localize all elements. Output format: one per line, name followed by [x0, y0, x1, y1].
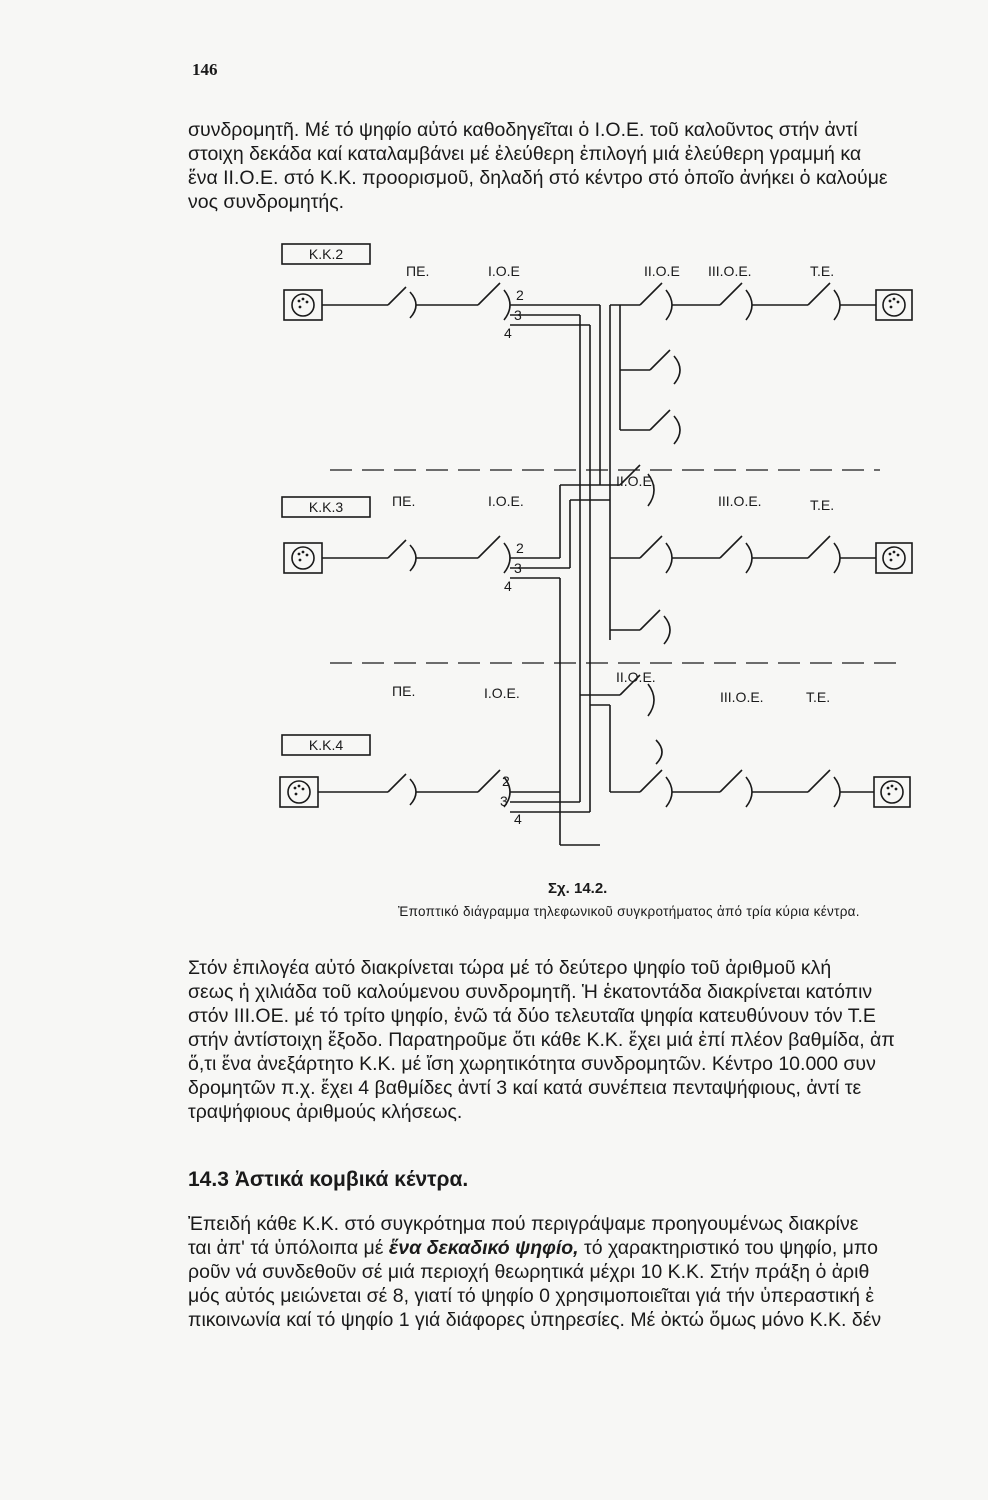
stage-label-iiioe: ΙΙΙ.Ο.Ε. — [708, 263, 752, 279]
digit-label: 4 — [504, 578, 512, 594]
exchange-label: Κ.Κ.3 — [308, 499, 344, 515]
stage-label-iioe: ΙΙ.Ο.Ε — [644, 263, 680, 279]
stage-label-te: Τ.Ε. — [810, 497, 835, 513]
emphasis-text: ἕνα δεκαδικό ψηφίο, — [388, 1237, 579, 1259]
exchange-label: Κ.Κ.4 — [308, 737, 344, 753]
text-line: νος συνδρομητής. — [188, 191, 345, 213]
digit-label: 2 — [516, 540, 524, 556]
text-line: συνδρομητῆ. Μέ τό ψηφίο αὐτό καθοδηγεῖται ὁ Ι.Ο.Ε. τοῦ καλοῦντος στήν ἀντί — [188, 119, 858, 141]
digit-label: 4 — [504, 325, 512, 341]
stage-label-iioe: ΙΙ.Ο.Ε. — [616, 669, 656, 685]
text-fragment: τό χαρακτηριστικό του ψηφίο, μπο — [578, 1237, 878, 1259]
text-line: στήν ἀντίστοιχη ἔξοδο. Παρατηροῦμε ὅτι κάθε Κ.Κ. ἔχει μιά ἐπί πλέον βαθμίδα, ἀπ — [188, 1029, 895, 1051]
stage-label-pe: ΠΕ. — [406, 263, 430, 279]
digit-label: 3 — [500, 793, 508, 809]
digit-label: 3 — [514, 560, 522, 576]
text-line: τραψήφιους ἀριθμούς κλήσεως. — [188, 1101, 463, 1123]
section-heading: 14.3 Ἀστικά κομβικά κέντρα. — [188, 1168, 469, 1191]
stage-label-iiioe: ΙΙΙ.Ο.Ε. — [718, 493, 762, 509]
text-line: σεως ἡ χιλιάδα τοῦ καλούμενου συνδρομητῆ. Ἡ ἑκατοντάδα διακρίνεται κατόπιν — [188, 981, 873, 1003]
exchange-label: Κ.Κ.2 — [308, 246, 344, 262]
paragraph-second — [188, 956, 988, 1124]
figure-caption-title: Σχ. 14.2. — [548, 880, 608, 897]
digit-label: 4 — [514, 811, 522, 827]
text-line: ροῦν νά συνδεθοῦν σέ μιά περιοχή θεωρητικά μέχρι 10 Κ.Κ. Στήν πράξη ὁ ἀριθ — [188, 1261, 870, 1283]
stage-label-ioe: Ι.Ο.Ε — [488, 263, 520, 279]
stage-label-ioe: Ι.Ο.Ε. — [484, 685, 520, 701]
digit-label: 2 — [502, 773, 510, 789]
stage-label-iioe: ΙΙ.Ο.Ε. — [616, 473, 656, 489]
stage-label-te: Τ.Ε. — [810, 263, 835, 279]
page-number: 146 — [192, 60, 218, 79]
text-line: μός αὐτός μειώνεται σέ 8, γιατί τό ψηφίο 0 χρησιμοποιεῖται γιά τήν ὑπεραστική ἐ — [188, 1285, 875, 1307]
text-line: δρομητῶν π.χ. ἔχει 4 βαθμίδες ἀντί 3 καί κατά συνέπεια πενταψήφιους, ἀντί τε — [188, 1077, 862, 1099]
text-line: στόν ΙΙΙ.ΟΕ. μέ τό τρίτο ψηφίο, ἐνῶ τά δύο τελευταῖα ψηφία κατευθύνουν τόν Τ.Ε — [188, 1005, 876, 1027]
text-line: Ἐπειδή κάθε Κ.Κ. στό συγκρότημα πού περιγράψαμε προηγουμένως διακρίνε — [188, 1213, 859, 1235]
text-line: Στόν ἐπιλογέα αὐτό διακρίνεται τώρα μέ τό δεύτερο ψηφίο τοῦ ἀριθμοῦ κλή — [188, 957, 832, 979]
text-line: ὅ,τι ἕνα ἀνεξάρτητο Κ.Κ. μέ ἴση χωρητικότητα συνδρομητῶν. Κέντρο 10.000 συν — [188, 1053, 876, 1075]
digit-label: 3 — [514, 307, 522, 323]
stage-label-pe: ΠΕ. — [392, 493, 416, 509]
text-line — [188, 1236, 988, 1260]
stage-label-iiioe: ΙΙΙ.Ο.Ε. — [720, 689, 764, 705]
stage-label-pe: ΠΕ. — [392, 683, 416, 699]
text-line: στοιχη δεκάδα καί καταλαμβάνει μέ ἐλεύθερη ἐπιλογή μιά ἐλεύθερη γραμμή κα — [188, 143, 862, 165]
text-line: πικοινωνία καί τό ψηφίο 1 γιά διάφορες ὑπηρεσίες. Μέ ὀκτώ ὅμως μόνο Κ.Κ. δέν — [188, 1309, 882, 1331]
digit-label: 2 — [516, 287, 524, 303]
stage-label-ioe: Ι.Ο.Ε. — [488, 493, 524, 509]
text-fragment: ται ἀπ' τά ὑπόλοιπα μέ — [188, 1237, 384, 1259]
stage-label-te: Τ.Ε. — [806, 689, 831, 705]
text-line: ἕνα ΙΙ.Ο.Ε. στό Κ.Κ. προορισμοῦ, δηλαδή στό κέντρο στό ὁποῖο ἀνήκει ὁ καλούμε — [188, 167, 888, 189]
figure-caption-text: Ἐποπτικό διάγραμμα τηλεφωνικοῦ συγκροτήματος ἀπό τρία κύρια κέντρα. — [398, 904, 860, 919]
paragraph-third — [188, 1212, 988, 1332]
